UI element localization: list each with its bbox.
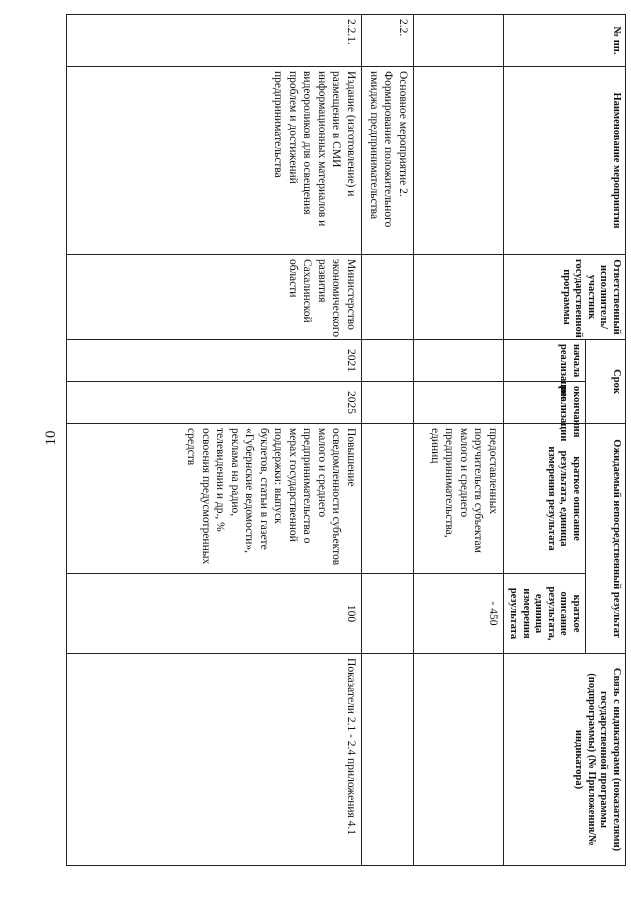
header-result-brief: краткое описание результата, единица измерения результата bbox=[504, 574, 586, 654]
cell-link bbox=[414, 654, 504, 866]
header-result-desc: краткое описание результата, единица измерения результата bbox=[504, 424, 586, 574]
cell-executor bbox=[414, 255, 504, 340]
cell-name: Издание (изготовление) и размещение в СМИ информационных материалов и видеороликов для освещения проблем и достижений предпринимательства bbox=[67, 67, 362, 255]
cell-name bbox=[414, 67, 504, 255]
table-row bbox=[67, 15, 362, 866]
cell-start: 2021 bbox=[67, 340, 362, 382]
table-row bbox=[362, 15, 414, 866]
header-row-1 bbox=[586, 15, 626, 866]
cell-result-desc: предоставленных поручительств субъектам малого и среднего предпринимательства, единиц bbox=[414, 424, 504, 574]
cell-start bbox=[362, 340, 414, 382]
table-row bbox=[414, 15, 504, 866]
cell-result-value: 100 bbox=[67, 574, 362, 654]
cell-start bbox=[414, 340, 504, 382]
cell-num bbox=[414, 15, 504, 67]
cell-end: 2025 bbox=[67, 382, 362, 424]
header-name: Наименование мероприятия bbox=[504, 67, 626, 255]
header-term-end: окончания реализации bbox=[504, 382, 586, 424]
cell-result-value bbox=[362, 574, 414, 654]
cell-result-desc bbox=[362, 424, 414, 574]
header-link: Связь с индикаторами (показателями) государственной программы (подпрограммы) (№ Приложения/№ индикатора) bbox=[504, 654, 626, 866]
cell-result-value: - 450 bbox=[414, 574, 504, 654]
cell-end bbox=[414, 382, 504, 424]
header-num: № пп. bbox=[504, 15, 626, 67]
cell-link bbox=[362, 654, 414, 866]
cell-num: 2.2.1. bbox=[67, 15, 362, 67]
cell-link: Показатели 2.1 - 2.4 приложения 4.1 bbox=[67, 654, 362, 866]
cell-executor: Министерство экономического развития Сахалинской области bbox=[67, 255, 362, 340]
rotated-table-page bbox=[94, 14, 626, 865]
cell-executor bbox=[362, 255, 414, 340]
measures-table bbox=[66, 14, 626, 866]
cell-result-desc: Повышение осведомленности субъектов малого и среднего предпринимательства о мерах государственной поддержки: выпуск буклетов, статьи в газете «Губернские ведомости», реклама на радио, телевидении и др., % освоения предусмотренных средств bbox=[67, 424, 362, 574]
header-executor: Ответственный исполнитель/участник государственной программы bbox=[504, 255, 626, 340]
header-result: Ожидаемый непосредственный результат bbox=[586, 424, 626, 654]
cell-name: Основное мероприятие 2. Формирование положительного имиджа предпринимательства bbox=[362, 67, 414, 255]
cell-num: 2.2. bbox=[362, 15, 414, 67]
header-term: Срок bbox=[586, 340, 626, 424]
page-number: 10 bbox=[43, 430, 59, 446]
cell-end bbox=[362, 382, 414, 424]
header-term-start: начала реализации bbox=[504, 340, 586, 382]
